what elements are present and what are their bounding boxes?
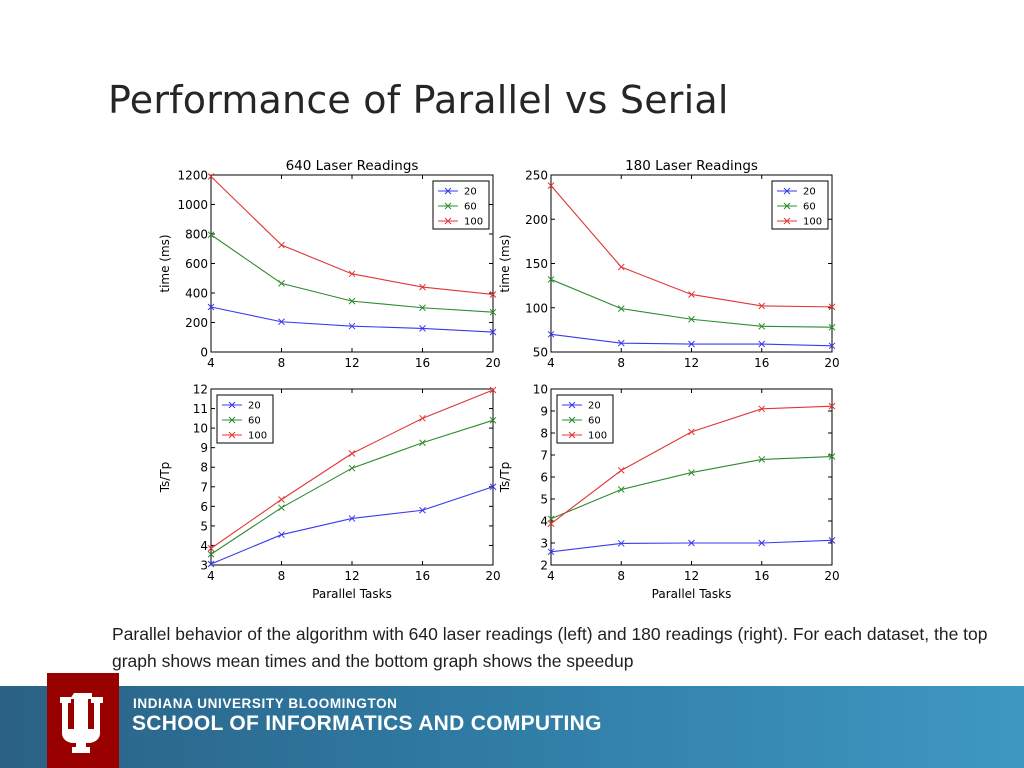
x-tick-label: 4 — [547, 356, 555, 370]
x-tick-label: 12 — [683, 569, 700, 583]
legend-label: 100 — [803, 216, 823, 228]
slide-title: Performance of Parallel vs Serial — [108, 78, 729, 122]
legend — [557, 395, 613, 443]
x-tick-label: 4 — [207, 356, 215, 370]
y-tick-label: 11 — [192, 402, 208, 417]
x-tick-label: 16 — [414, 356, 431, 370]
y-axis-label: Ts/Tp — [498, 461, 512, 493]
y-tick-label: 7 — [200, 480, 208, 495]
y-tick-label: 150 — [525, 257, 548, 271]
y-tick-label: 3 — [200, 558, 208, 573]
x-tick-label: 4 — [547, 569, 555, 583]
legend-label: 20 — [248, 400, 261, 412]
x-tick-label: 20 — [485, 356, 501, 370]
y-tick-label: 2 — [540, 558, 548, 573]
y-tick-label: 600 — [185, 257, 208, 271]
y-tick-label: 5 — [540, 492, 548, 507]
y-tick-label: 3 — [540, 536, 548, 551]
x-tick-label: 8 — [277, 356, 286, 370]
y-tick-label: 8 — [200, 460, 208, 475]
x-tick-label: 12 — [344, 356, 360, 370]
y-tick-label: 10 — [192, 421, 208, 436]
footer-university: INDIANA UNIVERSITY BLOOMINGTON — [133, 696, 398, 711]
y-tick-label: 6 — [540, 470, 548, 485]
x-tick-label: 16 — [754, 356, 770, 370]
chart-title: 180 Laser Readings — [625, 158, 758, 174]
y-axis-label: Ts/Tp — [158, 461, 172, 493]
iu-trident-icon — [47, 673, 119, 768]
x-tick-label: 20 — [485, 569, 501, 583]
y-tick-label: 200 — [185, 316, 208, 330]
x-axis-label: Parallel Tasks — [651, 587, 732, 601]
legend — [433, 181, 489, 229]
trident-glyph — [60, 689, 106, 753]
x-tick-label: 20 — [824, 569, 840, 583]
y-tick-label: 100 — [525, 301, 548, 316]
y-tick-label: 7 — [540, 448, 548, 463]
y-axis-label: time (ms) — [498, 234, 512, 293]
y-tick-label: 0 — [200, 345, 208, 360]
y-tick-label: 1000 — [177, 198, 208, 212]
y-tick-label: 9 — [200, 441, 208, 456]
x-tick-label: 8 — [617, 569, 626, 583]
x-tick-label: 12 — [683, 356, 700, 370]
legend-label: 60 — [248, 415, 261, 427]
x-tick-label: 8 — [277, 569, 286, 583]
y-tick-label: 50 — [532, 345, 548, 360]
legend — [772, 181, 828, 229]
legend-label: 60 — [588, 415, 601, 427]
y-tick-label: 8 — [540, 426, 548, 441]
legend-label: 100 — [464, 216, 484, 228]
x-axis-label: Parallel Tasks — [312, 587, 392, 601]
x-tick-label: 20 — [824, 356, 840, 370]
legend-label: 20 — [464, 186, 477, 198]
chart-title: 640 Laser Readings — [285, 158, 419, 174]
x-tick-label: 4 — [207, 569, 215, 583]
chart-3 — [158, 383, 501, 602]
y-tick-label: 12 — [192, 382, 208, 397]
y-tick-label: 4 — [200, 538, 208, 553]
legend-label: 100 — [248, 430, 268, 442]
figure-caption: Parallel behavior of the algorithm with 640 laser readings (left) and 180 readings (right). For each dataset, the top graph shows mean times and the bottom graph shows the speedup — [112, 624, 988, 671]
x-tick-label: 16 — [414, 569, 431, 583]
y-tick-label: 250 — [525, 168, 548, 183]
y-tick-label: 5 — [200, 519, 208, 534]
x-tick-label: 16 — [754, 569, 770, 583]
y-tick-label: 9 — [540, 404, 548, 419]
legend-label: 20 — [588, 400, 601, 412]
y-tick-label: 200 — [525, 212, 548, 227]
y-tick-label: 4 — [540, 514, 548, 529]
legend-label: 60 — [464, 201, 477, 213]
y-tick-label: 10 — [532, 382, 548, 397]
chart-4 — [498, 383, 840, 602]
legend-label: 20 — [803, 186, 816, 198]
y-tick-label: 1200 — [177, 168, 208, 183]
chart-2 — [498, 158, 840, 370]
legend — [217, 395, 273, 443]
legend-label: 60 — [803, 201, 816, 213]
y-tick-label: 6 — [200, 499, 208, 514]
y-axis-label: time (ms) — [158, 234, 172, 293]
y-tick-label: 400 — [185, 286, 208, 301]
footer-school: SCHOOL OF INFORMATICS AND COMPUTING — [132, 712, 602, 735]
x-tick-label: 12 — [344, 569, 360, 583]
x-tick-label: 8 — [617, 356, 626, 370]
chart-1 — [158, 158, 501, 370]
legend-label: 100 — [588, 430, 608, 442]
y-tick-label: 800 — [185, 227, 208, 242]
